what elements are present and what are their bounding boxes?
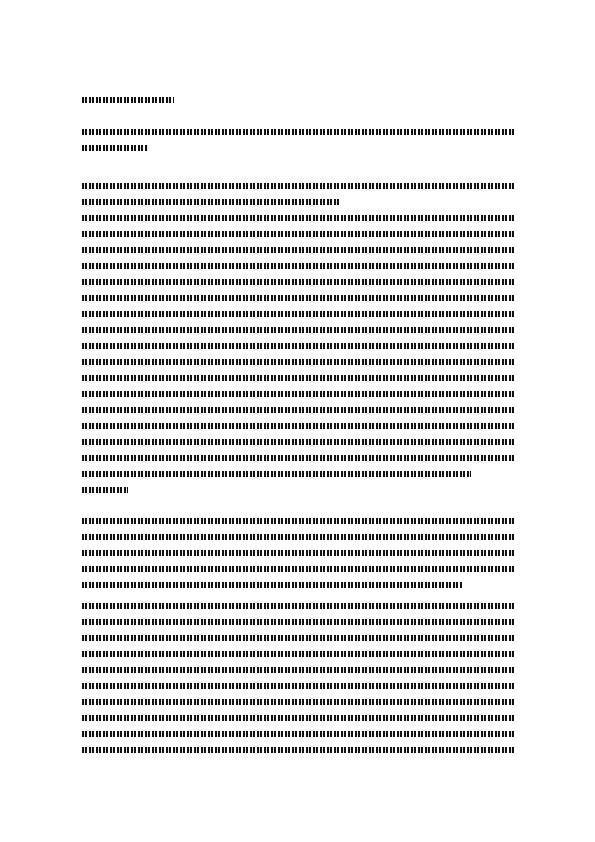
p1-line-1: [82, 183, 514, 189]
document-header: [82, 97, 174, 103]
p2-line-2: [82, 534, 514, 540]
p1-line-4: [82, 231, 514, 237]
p1-line-13: [82, 375, 514, 381]
p1-line-7: [82, 279, 514, 285]
p3-line-10: [82, 747, 514, 753]
p3-line-2: [82, 619, 514, 625]
p1-line-10: [82, 327, 514, 333]
p1-line-20: [82, 487, 128, 493]
p3-line-1: [82, 603, 514, 609]
p3-line-4: [82, 651, 514, 657]
p1-line-9: [82, 311, 514, 317]
p1-line-2: [82, 199, 341, 205]
p2-line-4: [82, 566, 514, 572]
paragraph-2: [82, 518, 514, 598]
p1-line-16: [82, 423, 514, 429]
paragraph-3: [82, 603, 514, 763]
p1-line-6: [82, 263, 514, 269]
p2-line-5: [82, 582, 462, 588]
p2-line-3: [82, 550, 514, 556]
p1-line-8: [82, 295, 514, 301]
p1-line-3: [82, 215, 514, 221]
p1-line-17: [82, 439, 514, 445]
p1-line-11: [82, 343, 514, 349]
p3-line-6: [82, 683, 514, 689]
p3-line-7: [82, 699, 514, 705]
title-line-1: [82, 129, 514, 135]
p1-line-12: [82, 359, 514, 365]
p3-line-8: [82, 715, 514, 721]
p1-line-18: [82, 455, 514, 461]
paragraph-1: [82, 183, 514, 503]
p1-line-15: [82, 407, 514, 413]
p1-line-19: [82, 471, 471, 477]
p3-line-3: [82, 635, 514, 641]
header-text-placeholder: [82, 97, 174, 103]
p2-line-1: [82, 518, 514, 524]
document-title: [82, 129, 514, 161]
p1-line-5: [82, 247, 514, 253]
title-line-2: [82, 145, 148, 151]
p3-line-9: [82, 731, 514, 737]
p3-line-5: [82, 667, 514, 673]
p1-line-14: [82, 391, 514, 397]
